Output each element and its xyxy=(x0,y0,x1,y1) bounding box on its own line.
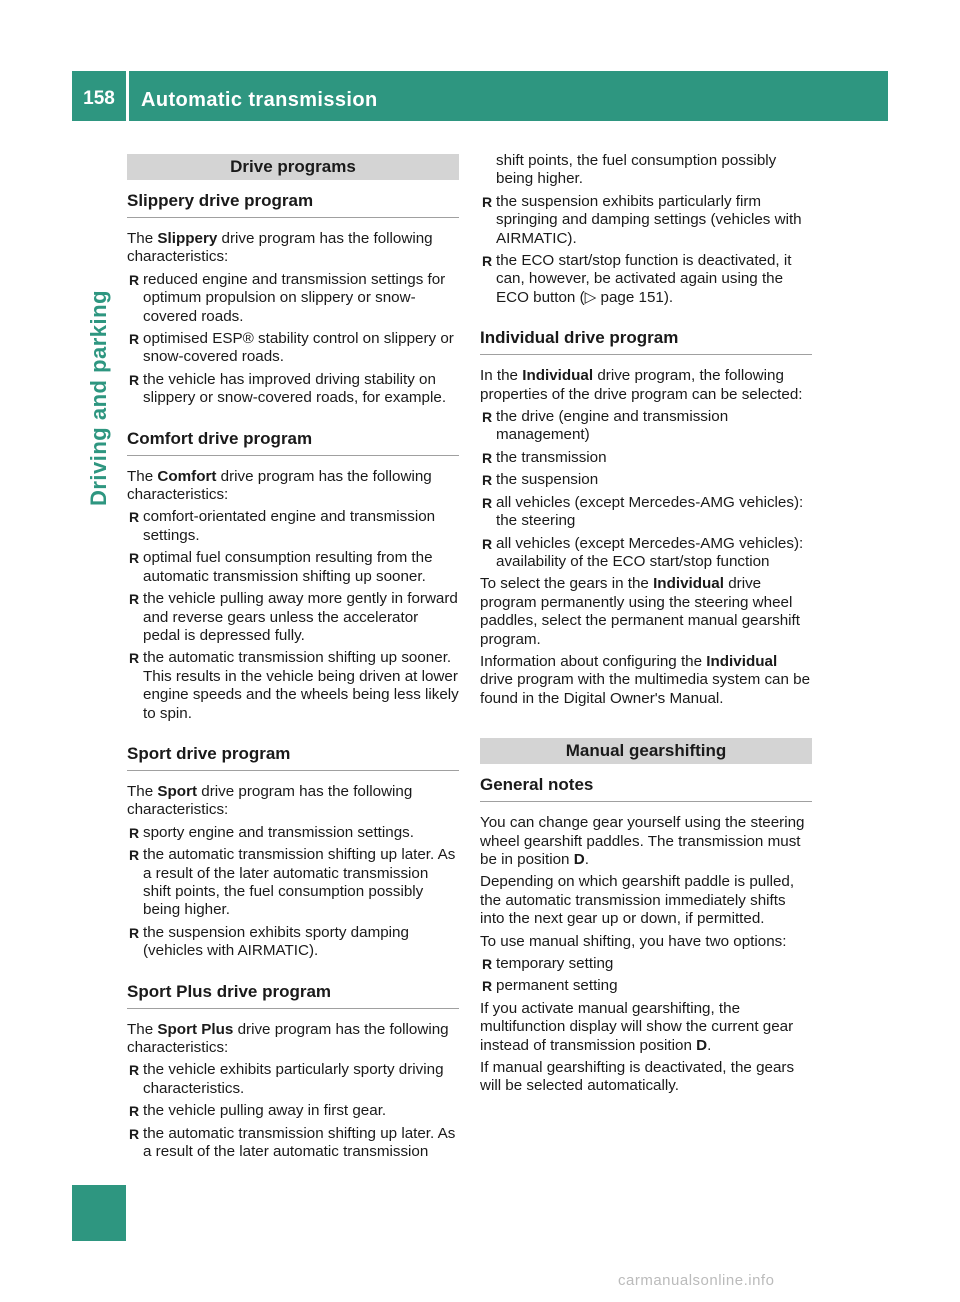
bullet-icon: R xyxy=(482,449,493,466)
list-item: R the vehicle pulling away in first gear. xyxy=(129,1102,387,1120)
paragraph-general-4: If you activate manual gearshifting, the multifunction display will show the current gear instead of transmission position D. xyxy=(480,999,794,1054)
heading-comfort: Comfort drive program xyxy=(127,428,459,456)
bullet-icon: R xyxy=(482,956,493,972)
bullet-icon: R xyxy=(129,331,140,348)
bullet-icon: R xyxy=(129,550,140,567)
intro-individual: In the Individual drive program, the following properties of the drive program can be selected: xyxy=(480,367,803,403)
intro-sport-plus: The Sport Plus drive program has the following characteristics: xyxy=(127,1020,449,1056)
list-sport xyxy=(127,824,459,961)
paragraph-individual-info: Information about configuring the Individual drive program with the multimedia system can be found in the Digital Owner's Manual. xyxy=(480,652,811,707)
list-item: R comfort-orientated engine and transmission settings. xyxy=(129,508,436,544)
list-item: R permanent setting xyxy=(482,977,618,995)
section-title-drive-programs: Drive programs xyxy=(127,154,459,180)
bullet-icon: R xyxy=(129,591,140,608)
bullet-icon: R xyxy=(482,409,493,426)
bullet-icon: R xyxy=(129,847,140,864)
heading-slippery: Slippery drive program xyxy=(127,190,459,218)
page-title: Automatic transmission xyxy=(141,89,378,111)
list-item: R the transmission xyxy=(482,448,607,466)
bullet-icon: R xyxy=(129,1062,140,1079)
bullet-icon: R xyxy=(129,371,140,388)
header-divider xyxy=(126,71,129,121)
bullet-icon: R xyxy=(129,1103,140,1120)
paragraph-general-3: To use manual shifting, you have two options: xyxy=(480,932,787,950)
list-item: R the vehicle exhibits particularly sporty driving characteristics. xyxy=(129,1061,444,1097)
list-item: R optimised ESP® stability control on slippery or snow-covered roads. xyxy=(129,330,454,366)
chapter-side-block xyxy=(72,1185,126,1241)
heading-sport-plus: Sport Plus drive program xyxy=(127,981,459,1009)
intro-sport: The Sport drive program has the following characteristics: xyxy=(127,782,413,819)
list-item: R all vehicles (except Mercedes-AMG vehicles): the steering xyxy=(482,493,804,530)
bullet-icon: R xyxy=(482,472,493,489)
bullet-icon: R xyxy=(129,271,140,288)
paragraph-individual-gears: To select the gears in the Individual drive program permanently using the steering wheel paddles, select the permanent manual gearshift program. xyxy=(480,575,800,648)
heading-individual: Individual drive program xyxy=(480,327,812,355)
list-item: R the automatic transmission shifting up later. As a result of the later automatic transmission xyxy=(129,1124,456,1161)
bullet-icon: R xyxy=(482,193,493,210)
paragraph-general-2: Depending on which gearshift paddle is pulled, the automatic transmission immediately shifts into the next gear up or down, if permitted. xyxy=(480,873,795,928)
list-item: shift points, the fuel consumption possibly being higher. xyxy=(496,152,777,188)
bullet-icon: R xyxy=(482,494,493,511)
list-item: R the suspension exhibits particularly firm springing and damping settings (vehicles with AIRMATIC). xyxy=(482,192,802,247)
list-item: R the automatic transmission shifting up sooner. This results in the vehicle being driven at lower engine speeds and the wheels being less likely to spin. xyxy=(129,649,459,722)
page-number: 158 xyxy=(83,88,115,109)
bullet-icon: R xyxy=(129,650,140,667)
bullet-icon: R xyxy=(482,535,493,552)
watermark: carmanualsonline.info xyxy=(618,1272,775,1289)
list-item: R the suspension exhibits sporty damping (vehicles with AIRMATIC). xyxy=(129,923,409,960)
bullet-icon: R xyxy=(129,824,140,841)
heading-sport: Sport drive program xyxy=(127,743,459,771)
intro-slippery: The Slippery drive program has the following characteristics: xyxy=(127,230,433,266)
list-item: R temporary setting xyxy=(482,955,614,972)
paragraph-general-1: You can change gear yourself using the steering wheel gearshift paddles. The transmission must be in position D. xyxy=(480,814,805,868)
list-item: R the ECO start/stop function is deactivated, it can, however, be activated again using the ECO button (▷ page 151). xyxy=(482,252,792,306)
list-individual xyxy=(480,408,812,571)
paragraph-general-5: If manual gearshifting is deactivated, the gears will be selected automatically. xyxy=(480,1059,795,1095)
section-title-manual-gearshifting: Manual gearshifting xyxy=(480,738,812,764)
chapter-label-text: Driving and parking xyxy=(86,289,111,507)
list-item: R reduced engine and transmission settings for optimum propulsion on slippery or snow-covered roads. xyxy=(129,270,446,325)
bullet-icon: R xyxy=(129,509,140,526)
list-item: R the suspension xyxy=(482,471,599,489)
list-sport-plus-continued xyxy=(480,152,812,307)
list-comfort xyxy=(127,508,459,722)
list-item: R sporty engine and transmission settings. xyxy=(129,823,414,841)
right-column xyxy=(480,152,812,1100)
bullet-icon: R xyxy=(129,1125,140,1142)
heading-general-notes: General notes xyxy=(480,774,812,802)
list-sport-plus xyxy=(127,1061,459,1161)
list-item: R the vehicle pulling away more gently in forward and reverse gears unless the accelerator pedal is depressed fully. xyxy=(129,590,458,644)
list-item: R the drive (engine and transmission management) xyxy=(482,408,729,444)
page-header xyxy=(72,71,888,121)
bullet-icon: R xyxy=(129,924,140,941)
list-item: R the vehicle has improved driving stability on slippery or snow-covered roads, for example. xyxy=(129,370,447,407)
intro-comfort: The Comfort drive program has the following characteristics: xyxy=(127,467,432,504)
list-item: R the automatic transmission shifting up later. As a result of the later automatic transmission shift points, the fuel consumption possibly being higher. xyxy=(129,846,456,919)
bullet-icon: R xyxy=(482,253,493,270)
list-item: R optimal fuel consumption resulting from the automatic transmission shifting up sooner. xyxy=(129,549,433,585)
bullet-icon: R xyxy=(482,978,493,995)
list-shift-options xyxy=(480,955,812,996)
list-slippery xyxy=(127,271,459,408)
list-item: R all vehicles (except Mercedes-AMG vehicles): availability of the ECO start/stop function xyxy=(482,534,804,570)
left-column xyxy=(127,154,459,1165)
